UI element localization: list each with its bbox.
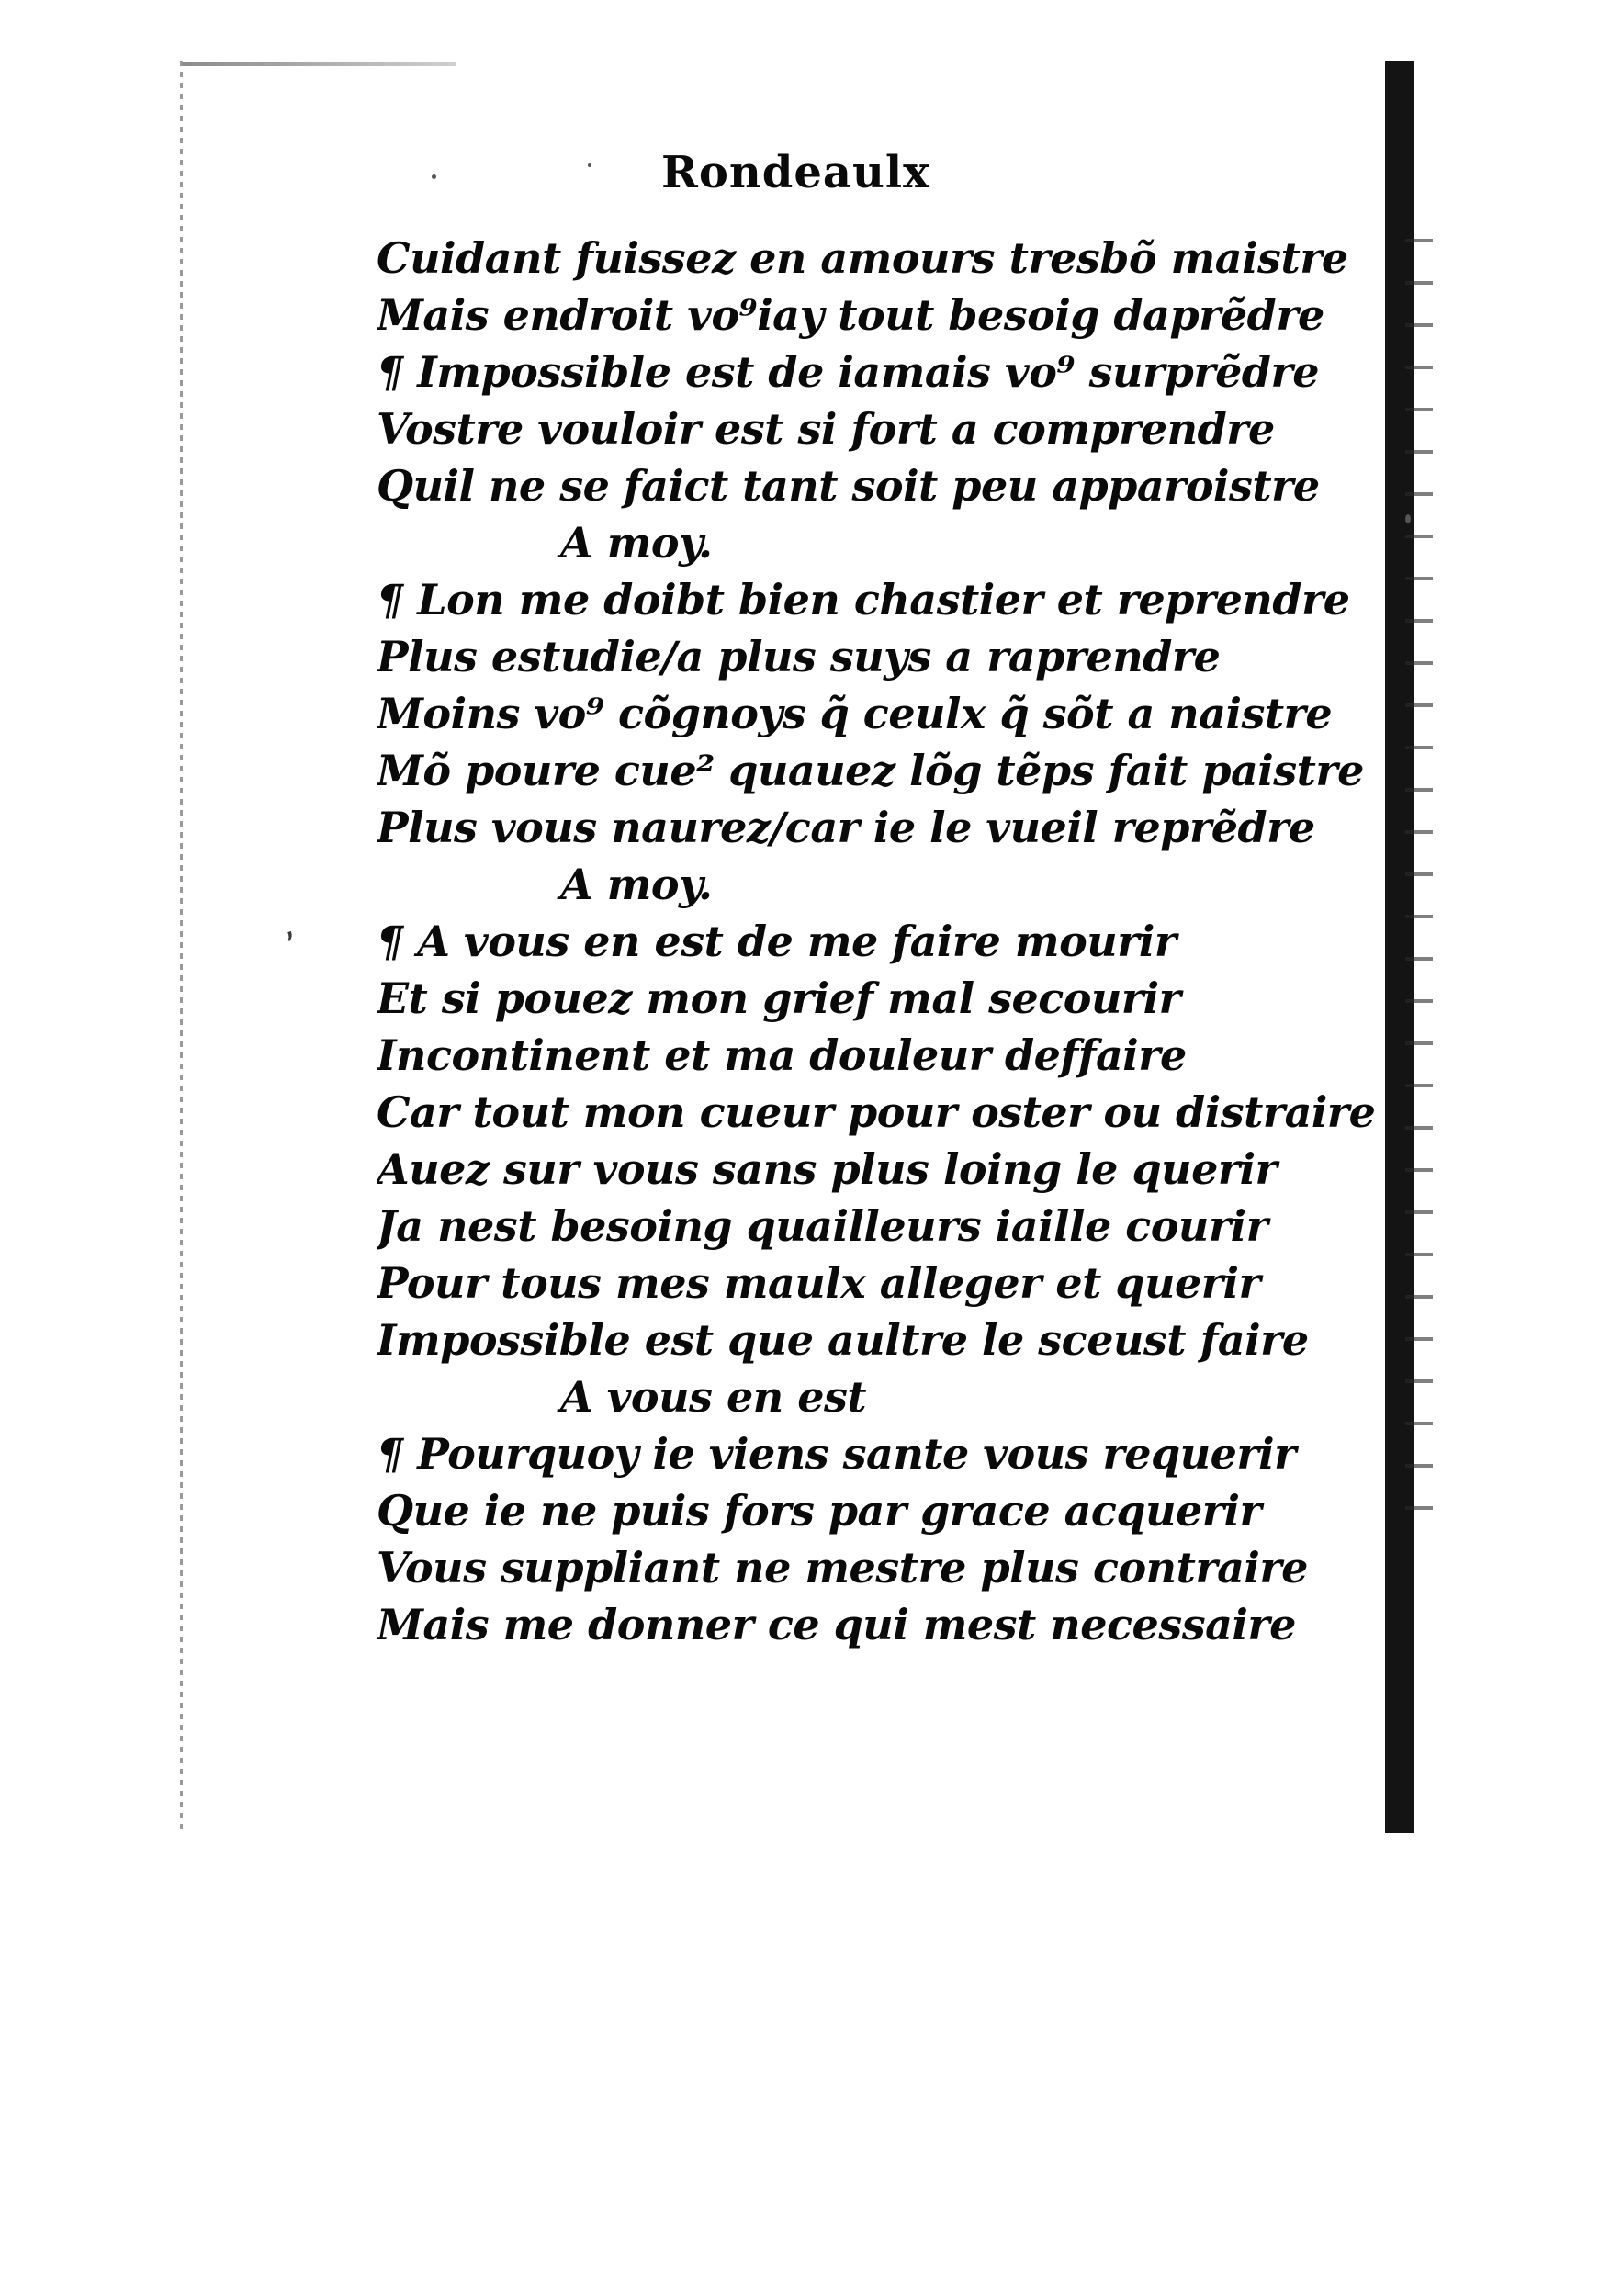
verse-line: Ja nest besoing quailleurs iaille courir: [377, 1201, 1268, 1251]
verse-line: Cuidant fuissez en amours tresbõ maistre: [377, 233, 1348, 283]
verse-line: Mais me donner ce qui mest necessaire: [377, 1600, 1296, 1649]
verse-line: Plus estudie/a plus suys a raprendre: [377, 632, 1221, 681]
verse-refrain: A vous en est: [560, 1372, 867, 1422]
verse-line: Plus vous naurez/car ie le vueil reprẽdre: [377, 803, 1315, 852]
scan-top-edge: [180, 62, 456, 66]
verse-refrain: A moy.: [560, 518, 713, 568]
verse-line: Auez sur vous sans plus loing le querir: [377, 1144, 1278, 1194]
verse-line: Incontinent et ma douleur deffaire: [377, 1030, 1187, 1080]
ink-speck: [588, 163, 591, 167]
ink-speck: [432, 174, 436, 179]
verse-line: ¶ Pourquoy ie viens sante vous requerir: [377, 1429, 1296, 1479]
verse-line: Vostre vouloir est si fort a comprendre: [377, 404, 1275, 454]
verse-line: Que ie ne puis fors par grace acquerir: [377, 1486, 1262, 1536]
verse-line: ¶ A vous en est de me faire mourir: [377, 917, 1177, 966]
verse-line: Moins vo⁹ cõgnoys q̃ ceulx q̃ sõt a naistre: [377, 689, 1333, 738]
verse-line: Et si pouez mon grief mal secourir: [377, 974, 1181, 1023]
verse-line: ¶ Impossible est de iamais vo⁹ surprẽdre: [377, 347, 1320, 397]
verse-line: ¶ Lon me doibt bien chastier et reprendre: [377, 575, 1350, 625]
page-title: Rondeaulx: [661, 147, 930, 198]
rondeau-verse: [377, 230, 1396, 1653]
verse-line: Quil ne se faict tant soit peu apparoistre: [377, 461, 1320, 511]
scan-left-edge: [180, 61, 183, 1833]
margin-mark: ʼ: [279, 925, 306, 969]
verse-line: Vous suppliant ne mestre plus contraire: [377, 1543, 1308, 1593]
verse-line: Pour tous mes maulx alleger et querir: [377, 1258, 1261, 1308]
verse-line: Car tout mon cueur pour oster ou distraire: [377, 1087, 1376, 1137]
verse-refrain: A moy.: [560, 860, 713, 909]
verse-line: Mais endroit vo⁹iay tout besoig daprẽdre: [377, 290, 1324, 340]
verse-line: Impossible est que aultre le sceust faire: [377, 1315, 1309, 1365]
ink-speck: [1405, 514, 1411, 523]
verse-line: Mõ poure cue² quauez lõg tẽps fait paistre: [377, 746, 1364, 795]
gutter-marks: [1405, 239, 1433, 1525]
